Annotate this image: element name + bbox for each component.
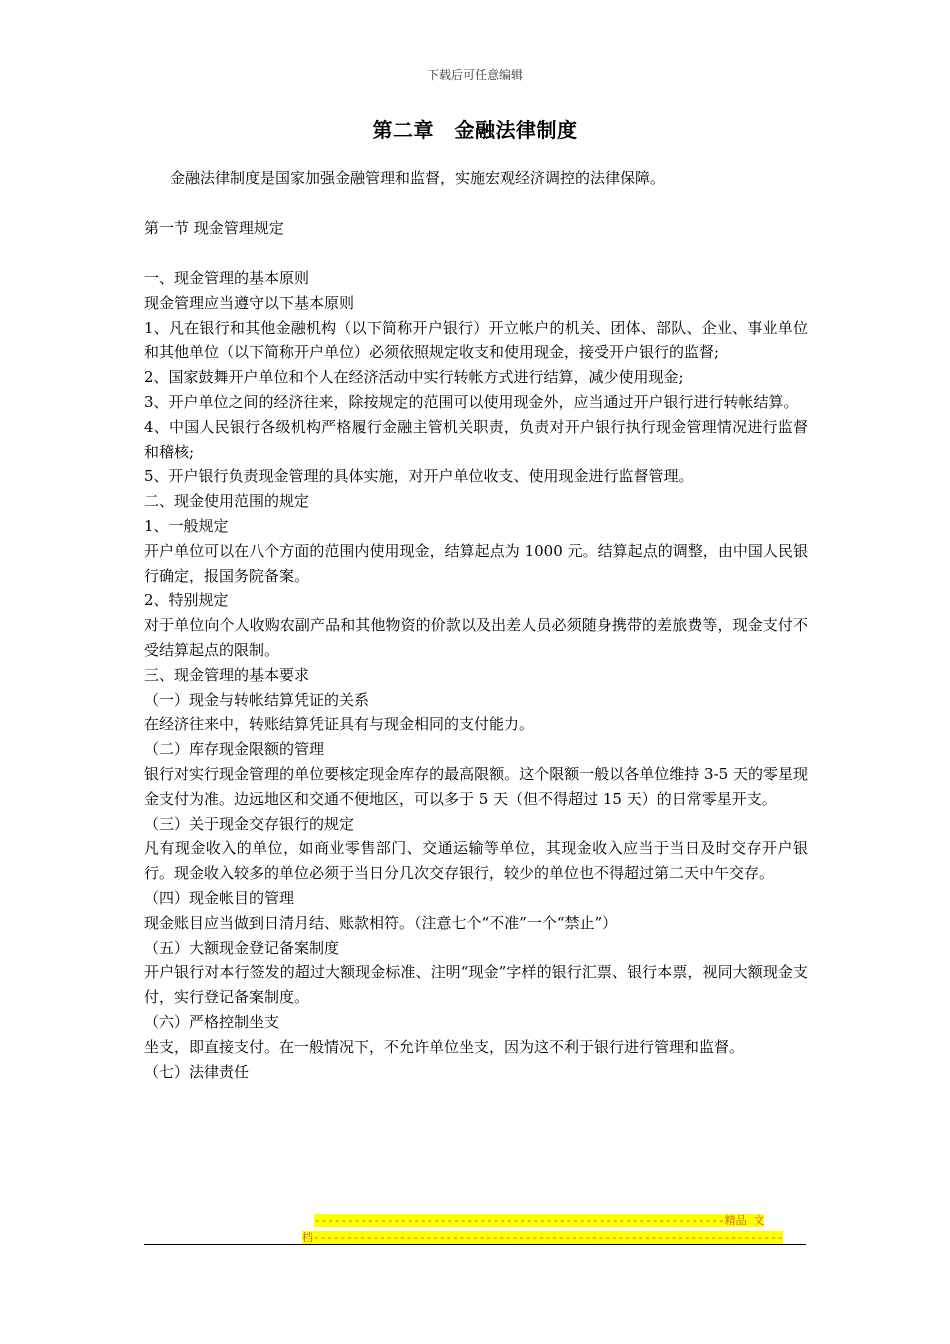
intro-paragraph: 金融法律制度是国家加强金融管理和监督，实施宏观经济调控的法律保障。 [170, 169, 666, 187]
subheading-requirement-1: （一）现金与转帐结算凭证的关系 [144, 690, 370, 709]
footer-watermark [302, 1212, 784, 1246]
body-paragraph: 对于单位向个人收购农副产品和其他物资的价款以及出差人员必须随身携带的差旅费等，现金支付不受结算起点的限制。 [144, 616, 808, 659]
subheading-requirement-6: （六）严格控制坐支 [144, 1012, 280, 1031]
subheading-requirement-7: （七）法律责任 [144, 1062, 250, 1081]
body-paragraph: 开户银行对本行签发的超过大额现金标准、注明“现金”字样的银行汇票、银行本票，视同大额现金支付，实行登记备案制度。 [144, 963, 808, 1007]
chapter-title: 第二章 金融法律制度 [372, 118, 578, 142]
body-paragraph: 凡有现金收入的单位，如商业零售部门、交通运输等单位，其现金收入应当于当日及时交存开户银行。现金收入较多的单位必须于当日分几次交存银行，较少的单位也不得超过第二天中午交存。 [144, 839, 808, 883]
subheading-special-rule: 2、特别规定 [144, 591, 229, 610]
body-paragraph: 现金管理应当遵守以下基本原则 [144, 293, 355, 312]
principle-item-3: 3、开户单位之间的经济往来，除按规定的范围可以使用现金外，应当通过开户银行进行转帐结算。 [144, 392, 799, 411]
document-body [144, 266, 808, 1084]
body-paragraph: 开户单位可以在八个方面的范围内使用现金，结算起点为 1000 元。结算起点的调整，由中国人民银行确定，报国务院备案。 [144, 541, 808, 585]
heading-usage-scope: 二、现金使用范围的规定 [144, 492, 310, 511]
heading-basic-requirements: 三、现金管理的基本要求 [144, 665, 310, 684]
footer-line-2: 档----------------------------------------------------------------------- [302, 1231, 784, 1244]
body-paragraph: 银行对实行现金管理的单位要核定现金库存的最高限额。这个限额一般以各单位维持 3-5 天的零星现金支付为准。边远地区和交通不便地区，可以多于 5 天（但不得超过 15 天）的日常零星开支。 [144, 764, 808, 808]
subheading-requirement-5: （五）大额现金登记备案制度 [144, 938, 340, 957]
principle-item-4: 4、中国人民银行各级机构严格履行金融主管机关职责，负责对开户银行执行现金管理情况进行监督和稽核; [144, 417, 808, 461]
principle-item-1: 1、凡在银行和其他金融机构（以下简称开户银行）开立帐户的机关、团体、部队、企业、事业单位和其他单位（以下简称开户单位）必须依照规定收支和使用现金，接受开户银行的监督; [144, 318, 808, 362]
subheading-requirement-4: （四）现金帐目的管理 [144, 888, 295, 907]
footer-divider [144, 1244, 806, 1245]
heading-basic-principles: 一、现金管理的基本原则 [144, 269, 310, 287]
principle-item-5: 5、开户银行负责现金管理的具体实施，对开户单位收支、使用现金进行监督管理。 [144, 467, 694, 486]
body-paragraph: 现金账目应当做到日清月结、账款相符。（注意七个“不准”一个“禁止”） [144, 913, 618, 932]
section-title: 第一节 现金管理规定 [144, 219, 284, 237]
subheading-general-rule: 1、一般规定 [144, 516, 229, 535]
body-paragraph: 坐支，即直接支付。在一般情况下，不允许单位坐支，因为这不利于银行进行管理和监督。 [144, 1037, 745, 1056]
footer-line-1: --------------------------------------------------------------精品 文 [314, 1214, 765, 1227]
subheading-requirement-2: （二）库存现金限额的管理 [144, 740, 325, 759]
body-paragraph: 在经济往来中，转账结算凭证具有与现金相同的支付能力。 [144, 715, 535, 734]
page-header-note: 下载后可任意编辑 [426, 68, 523, 82]
principle-item-2: 2、国家鼓舞开户单位和个人在经济活动中实行转帐方式进行结算，减少使用现金; [144, 368, 684, 387]
subheading-requirement-3: （三）关于现金交存银行的规定 [144, 814, 355, 833]
